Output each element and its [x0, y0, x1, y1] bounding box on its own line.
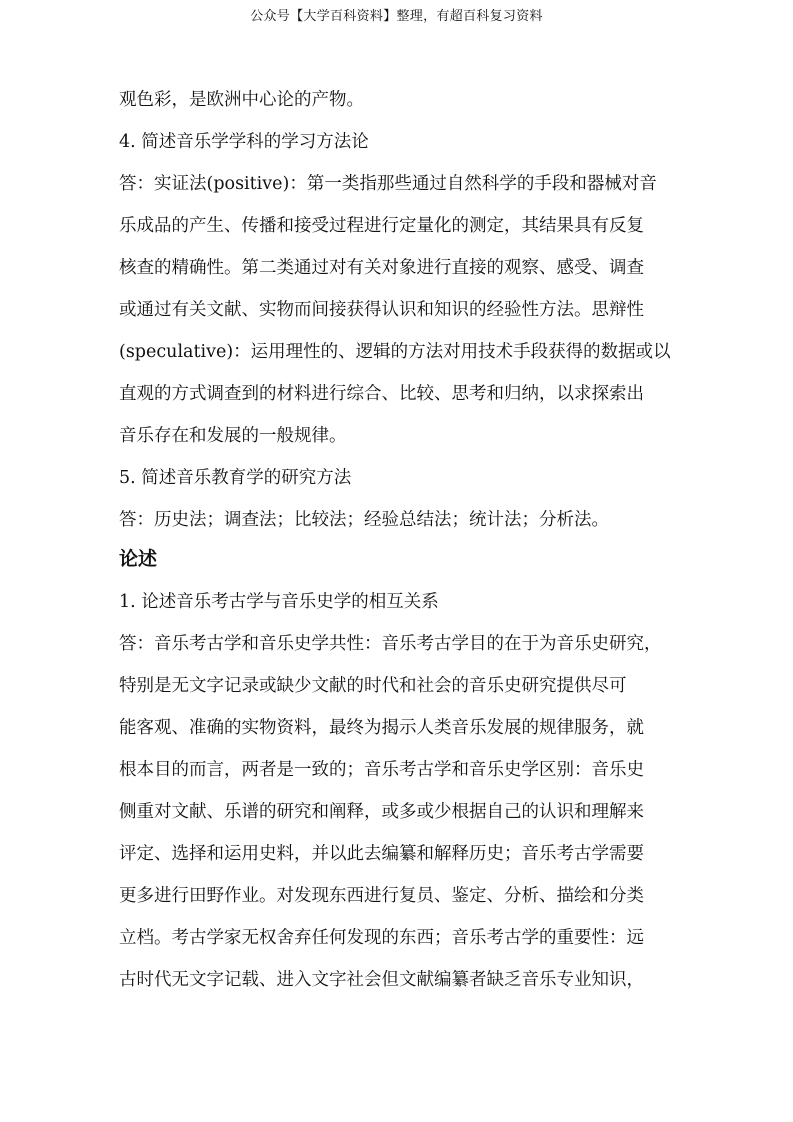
text-line: 或通过有关文献、实物而间接获得认识和知识的经验性方法。思辩性 [119, 300, 644, 320]
question-heading: 4. 简述音乐学学科的学习方法论 [119, 132, 369, 152]
text-line: 答：实证法(positive)：第一类指那些通过自然科学的手段和器械对音 [119, 174, 657, 194]
text-line: 答：历史法；调查法；比较法；经验总结法；统计法；分析法。 [119, 510, 609, 530]
text-line: 核查的精确性。第二类通过对有关对象进行直接的观察、感受、调查 [119, 258, 644, 278]
text-line: 根本目的而言，两者是一致的；音乐考古学和音乐史学区别：音乐史 [119, 760, 644, 780]
question-heading: 1. 论述音乐考古学与音乐史学的相互关系 [119, 592, 439, 612]
text-line: 立档。考古学家无权舍弃任何发现的东西；音乐考古学的重要性：远 [119, 928, 644, 948]
text-line: 观色彩，是欧洲中心论的产物。 [119, 90, 364, 110]
section-heading: 论述 [119, 548, 158, 570]
text-line: 特别是无文字记录或缺少文献的时代和社会的音乐史研究提供尽可 [119, 676, 627, 696]
text-line: 能客观、准确的实物资料，最终为揭示人类音乐发展的规律服务，就 [119, 718, 644, 738]
text-line: 侧重对文献、乐谱的研究和阐释，或多或少根据自己的认识和理解来 [119, 802, 644, 822]
page-header: 公众号【大学百科资料】整理，有超百科复习资料 [250, 9, 543, 24]
text-line: 答：音乐考古学和音乐史学共性：音乐考古学目的在于为音乐史研究， [119, 634, 662, 654]
text-line: (speculative)：运用理性的、逻辑的方法对用技术手段获得的数据或以 [119, 342, 671, 362]
text-line: 评定、选择和运用史料，并以此去编纂和解释历史；音乐考古学需要 [119, 844, 644, 864]
text-line: 音乐存在和发展的一般规律。 [119, 426, 347, 446]
text-line: 古时代无文字记载、进入文字社会但文献编纂者缺乏音乐专业知识， [119, 970, 644, 990]
question-heading: 5. 简述音乐教育学的研究方法 [119, 468, 352, 488]
text-line: 乐成品的产生、传播和接受过程进行定量化的测定，其结果具有反复 [119, 216, 644, 236]
text-line: 更多进行田野作业。对发现东西进行复员、鉴定、分析、描绘和分类 [119, 886, 644, 906]
text-line: 直观的方式调查到的材料进行综合、比较、思考和归纳，以求探索出 [119, 384, 644, 404]
